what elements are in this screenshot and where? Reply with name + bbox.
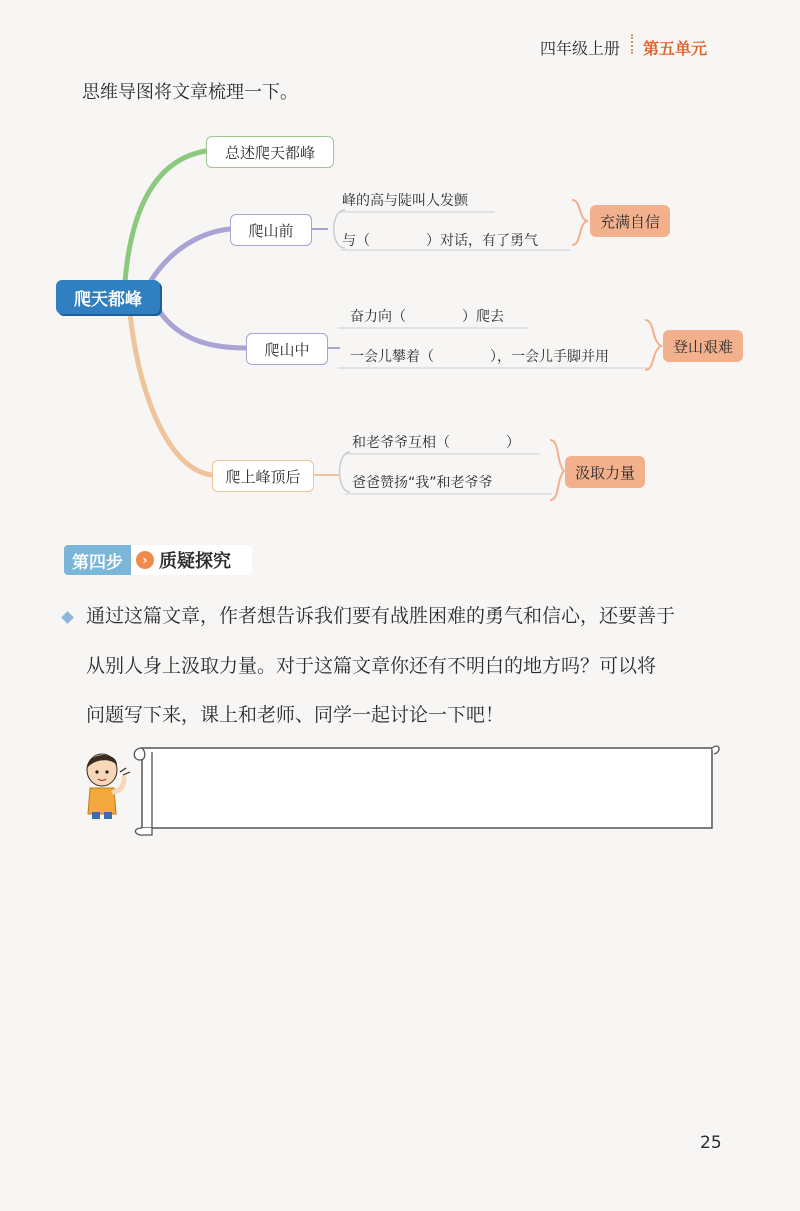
node-summary: 总述爬天都峰: [206, 136, 334, 168]
before-line-1: 峰的高与陡叫人发颤: [342, 193, 468, 209]
node-before: 爬山前: [230, 214, 312, 246]
node-after: 爬上峰顶后: [212, 460, 314, 492]
intro-text: 思维导图将文章梳理一下。: [82, 82, 298, 103]
paragraph-line-1: 通过这篇文章，作者想告诉我们要有战胜困难的勇气和信心，还要善于: [86, 605, 676, 627]
paragraph-line-2: 从别人身上汲取力量。对于这篇文章你还有不明白的地方吗？可以将: [86, 655, 657, 677]
chevron-right-icon: ›: [136, 551, 154, 569]
middle-line-1: 奋力向（ ）爬去: [350, 309, 504, 325]
tag-after: 汲取力量: [565, 456, 645, 488]
step-banner: [64, 545, 239, 575]
step-number: 第四步: [64, 545, 131, 575]
step-title: 质疑探究: [159, 551, 231, 572]
page-number: 25: [700, 1133, 722, 1153]
tag-before: 充满自信: [590, 205, 670, 237]
boy-illustration: [80, 748, 132, 820]
after-line-1: 和老爷爷互相（ ）: [352, 435, 520, 451]
node-middle: 爬山中: [246, 333, 328, 365]
middle-line-2: 一会儿攀着（ ），一会儿手脚并用: [350, 349, 609, 365]
header-unit: 第五单元: [643, 39, 708, 58]
mindmap-root: 爬天都峰: [56, 280, 160, 314]
mindmap-connectors: [0, 0, 800, 540]
bullet-diamond-icon: [61, 611, 74, 624]
before-line-2: 与（ ）对话，有了勇气: [342, 233, 538, 249]
after-line-2: 爸爸赞扬“我”和老爷爷: [352, 475, 493, 491]
tag-middle: 登山艰难: [663, 330, 743, 362]
header-grade: 四年级上册: [540, 39, 621, 58]
paragraph-line-3: 问题写下来，课上和老师、同学一起讨论一下吧！: [86, 704, 505, 726]
answer-scroll: [130, 738, 722, 838]
